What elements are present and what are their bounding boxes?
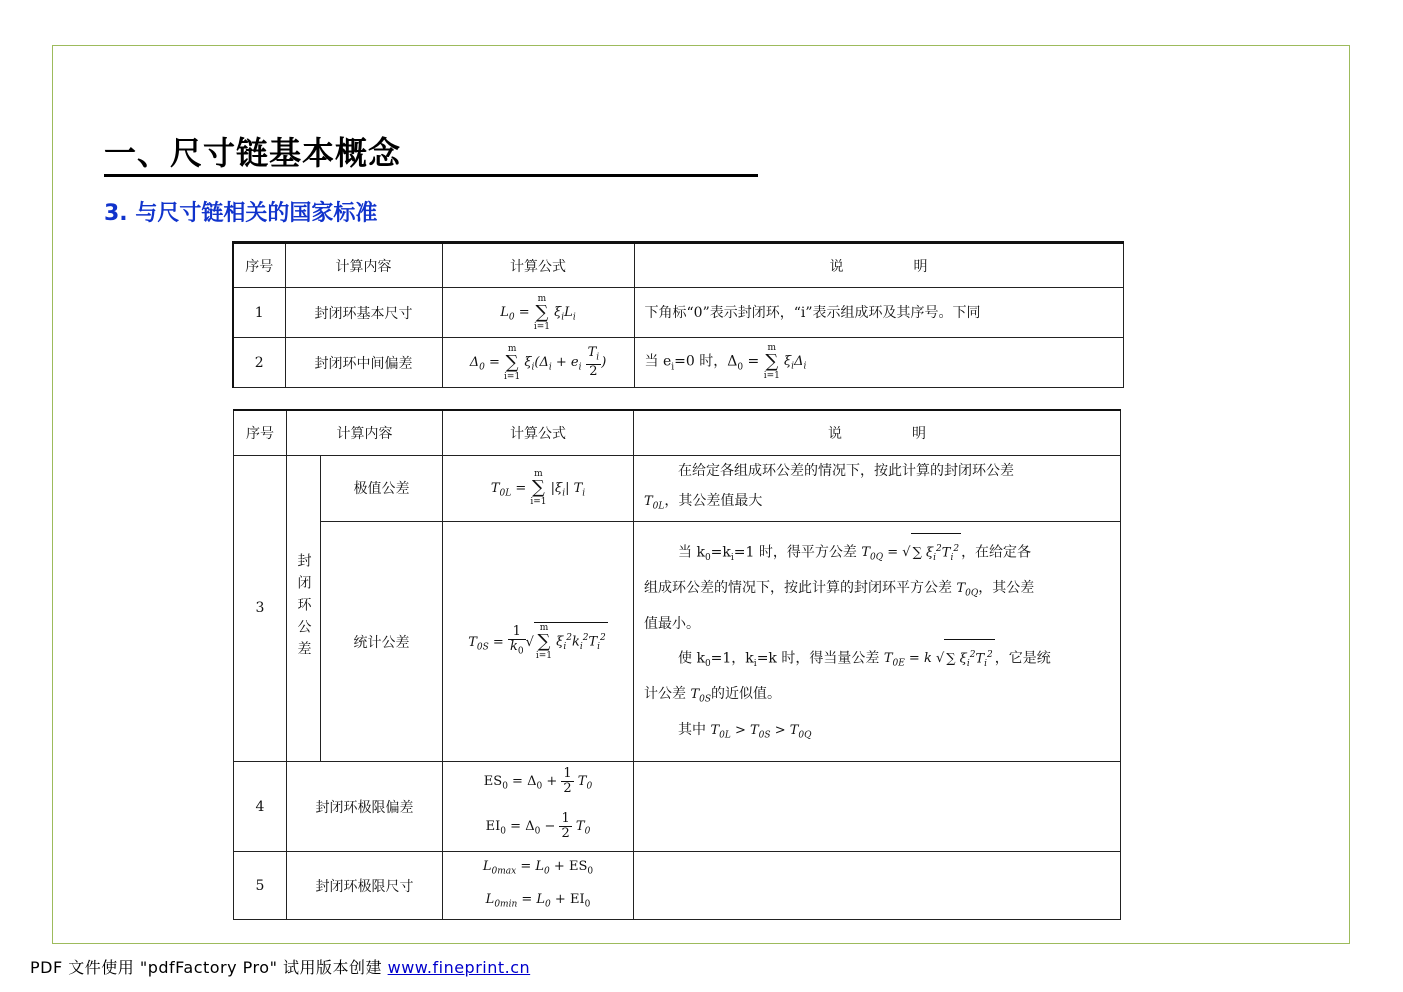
pdf-footer xyxy=(30,955,530,978)
row-no: 2 xyxy=(233,338,285,388)
formula-cell xyxy=(442,338,634,388)
header-formula: 计算公式 xyxy=(443,410,634,455)
row-content: 封闭环中间偏差 xyxy=(285,338,442,388)
row-description: 当 $e_i=0$ 时，$\Delta_0 = m$ ∑ i=1 $\xi_i\Delta_i$ xyxy=(634,338,1123,388)
footer-text: PDF 文件使用 "pdfFactory Pro" 试用版本创建 xyxy=(30,958,383,977)
table-row xyxy=(234,455,1121,522)
row-description: 在给定各组成环公差的情况下，按此计算的封闭环公差 $T_{0L}$，其公差值最大 xyxy=(634,455,1121,522)
formula-max-size: $L_{0max} = L_0 + ES_0$ xyxy=(482,859,594,877)
row-content: 封闭环基本尺寸 xyxy=(285,288,442,338)
row-content: 封闭环极限偏差 xyxy=(287,762,443,852)
row-no: 4 xyxy=(234,762,287,852)
row-description-empty xyxy=(634,852,1121,920)
table-row xyxy=(233,288,1123,338)
row-description-empty xyxy=(634,762,1121,852)
header-content: 计算内容 xyxy=(285,243,442,288)
row-no: 1 xyxy=(233,288,285,338)
title-underline xyxy=(104,174,758,177)
formula-cell xyxy=(442,288,634,338)
footer-link[interactable]: www.fineprint.cn xyxy=(387,958,531,977)
row-description: 当 $k_0=k_i=1$ 时，得平方公差 $T_{0Q}$ = √ ∑ $\xi_i^2T_i^2$ ，在给定各 组成环公差的情况下，按此计算的封闭环平方公差 $T_{0Q}$，其公差 值最小。 使 $k_0=1$，$k_i=k$ 时，得当量公差 $T_{0E} = k$ √ ∑ $\xi_i^2T_i^2$ ，它是统 计公差 $T_{0S}$的近似值。 其中 $T_{0L} > T_{0S} > T_{0Q}$ xyxy=(634,522,1121,762)
standards-table-1 xyxy=(232,241,1124,388)
group-label-text: 封闭环公差 xyxy=(295,553,312,664)
formula-lower-deviation: $EI_0 = \Delta_0$ − $\frac{1}{2}$ $T_0$ xyxy=(485,810,591,841)
formula-mid-deviation: $\Delta_0 = m$ ∑ i=1 $\xi_i(\Delta_i + e_i$ $\frac{T_i}{2}$ ) xyxy=(469,343,607,382)
header-formula: 计算公式 xyxy=(442,243,634,288)
formula-cell xyxy=(443,762,634,852)
section-subtitle: 3. 与尺寸链相关的国家标准 xyxy=(104,201,378,226)
formula-min-size: $L_{0min} = L_0 + EI_0$ xyxy=(485,891,591,910)
table-row xyxy=(234,852,1121,920)
table-row xyxy=(234,762,1121,852)
row-no: 3 xyxy=(234,455,287,762)
row-description: 下角标“0”表示封闭环，“i”表示组成环及其序号。下同 xyxy=(634,288,1123,338)
row-content: 极值公差 xyxy=(321,455,443,522)
standards-table-2 xyxy=(233,409,1121,920)
table-row xyxy=(234,522,1121,762)
page-title: 一、尺寸链基本概念 xyxy=(104,134,402,172)
header-description: 说 明 xyxy=(634,243,1123,288)
table-header-row xyxy=(233,243,1123,288)
formula-extreme-tolerance: $T_{0L} = m$ ∑ i=1 $|\xi_i|$ $T_i$ xyxy=(490,469,586,508)
table-row xyxy=(233,338,1123,388)
group-label xyxy=(287,455,321,762)
table-header-row xyxy=(234,410,1121,455)
formula-cell xyxy=(443,522,634,762)
formula-cell xyxy=(443,455,634,522)
formula-statistical-tolerance: $T_{0S}$ = $\frac{1}{k_0}$ √m ∑ i=1 $\xi_i^2k_i^2T_i^2$ xyxy=(468,623,606,662)
header-description: 说 明 xyxy=(634,410,1121,455)
formula-basic-size: $L_0 = m$ ∑ i=1 $\xi_iL_i$ xyxy=(500,293,576,332)
header-no: 序号 xyxy=(234,410,287,455)
formula-cell xyxy=(443,852,634,920)
header-content: 计算内容 xyxy=(287,410,443,455)
row-no: 5 xyxy=(234,852,287,920)
row-content: 统计公差 xyxy=(321,522,443,762)
formula-upper-deviation: $ES_0 = \Delta_0$ + $\frac{1}{2}$ $T_0$ xyxy=(483,766,593,797)
header-no: 序号 xyxy=(233,243,285,288)
row-content: 封闭环极限尺寸 xyxy=(287,852,443,920)
